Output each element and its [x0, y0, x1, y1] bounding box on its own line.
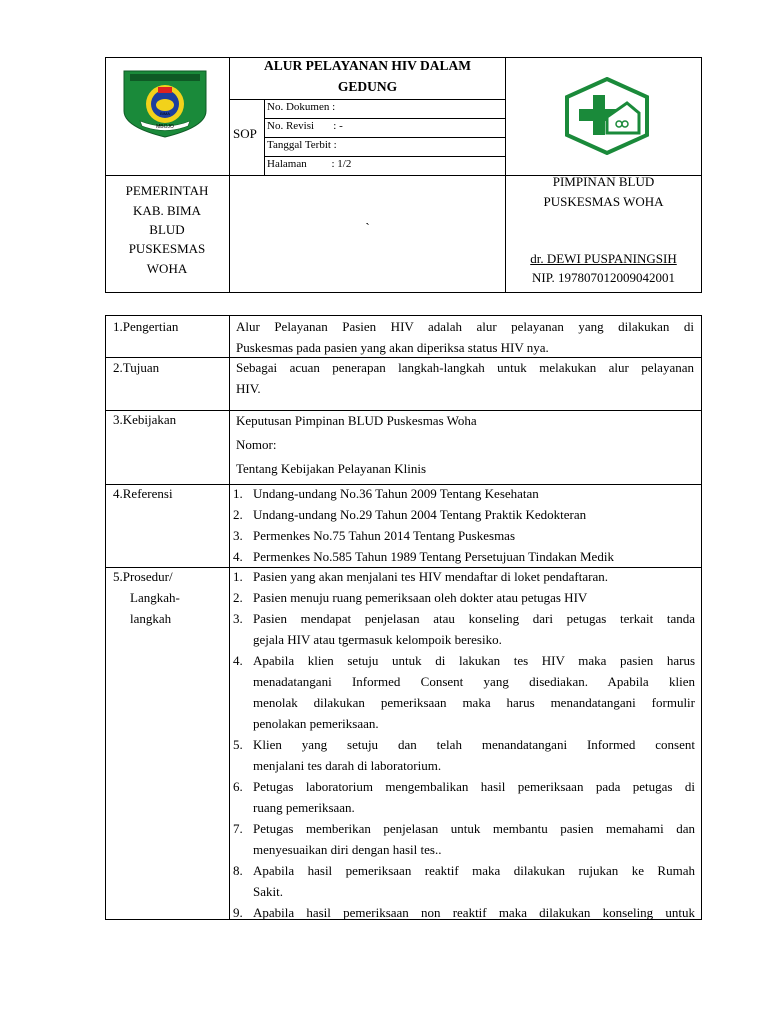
list-number: [233, 839, 253, 860]
row-label-referensi: 4.Referensi: [113, 486, 173, 501]
sop-content-table: [105, 315, 702, 920]
list-number: [233, 692, 253, 713]
list-text: gejala HIV atau tgermasuk kelompoik beresiko.: [253, 632, 502, 647]
text-line: Sebagai acuan penerapan langkah-langkah untuk melakukan alur pelayanan: [236, 360, 694, 375]
list-number: [233, 713, 253, 734]
procedure-step: [233, 650, 695, 671]
list-item: [233, 483, 695, 504]
label-line: Langkah-: [130, 590, 180, 605]
procedure-step-continuation: [233, 629, 695, 650]
list-number: 3.: [233, 528, 243, 543]
list-number: [233, 881, 253, 902]
text-line: HIV.: [236, 381, 261, 396]
list-number: 7.: [233, 821, 243, 836]
list-number: [233, 671, 253, 692]
procedure-step: [233, 818, 695, 839]
row-content-referensi: [233, 483, 695, 567]
list-text: Apabila hasil pemeriksaan reaktif maka dilakukan rujukan ke Rumah: [253, 863, 695, 878]
label-line: langkah: [130, 611, 172, 626]
document-title-line2: GEDUNG: [337, 79, 398, 94]
text-line: Alur Pelayanan Pasien HIV adalah alur pelayanan yang dilakukan di: [236, 319, 694, 334]
text-line: Keputusan Pimpinan BLUD Puskesmas Woha: [236, 413, 477, 428]
org-line-5: WOHA: [146, 261, 188, 276]
org-line-2: KAB. BIMA: [133, 203, 201, 218]
document-title-line1: ALUR PELAYANAN HIV DALAM: [264, 58, 471, 73]
list-text: Klien yang setuju dan telah menandatangani Informed consent: [253, 737, 695, 752]
list-number: 1.: [233, 486, 243, 501]
text-line: Nomor:: [236, 437, 277, 452]
procedure-step: [233, 734, 695, 755]
leader-title-1: PIMPINAN BLUD: [552, 174, 655, 189]
list-text: Undang-undang No.29 Tahun 2004 Tentang Praktik Kedokteran: [253, 507, 587, 522]
procedure-step: [233, 860, 695, 881]
org-line-4: PUSKESMAS: [128, 241, 206, 256]
row-label-kebijakan: 3.Kebijakan: [113, 412, 177, 427]
procedure-step-continuation: [233, 881, 695, 902]
leader-name: dr. DEWI PUSPANINGSIH: [530, 251, 677, 266]
issue-date-field: Tanggal Terbit :: [267, 139, 337, 151]
list-number: 3.: [233, 611, 243, 626]
procedure-step-continuation: [233, 671, 695, 692]
list-number: 2.: [233, 590, 243, 605]
label-line: 5.Prosedur/: [113, 569, 173, 584]
list-number: 4.: [233, 549, 243, 564]
leader-title-2: PUSKESMAS WOHA: [543, 194, 664, 209]
list-text: Sakit.: [253, 884, 283, 899]
list-text: ruang pemeriksaan.: [253, 800, 355, 815]
list-number: [233, 755, 253, 776]
puskesmas-logo: [563, 77, 651, 155]
leader-nip: NIP. 197807012009042001: [531, 270, 675, 285]
sop-label: SOP: [233, 126, 257, 141]
list-text: Pasien yang akan menjalani tes HIV mendaftar di loket pendaftaran.: [253, 569, 608, 584]
row-label-prosedur: [113, 566, 180, 629]
procedure-step-continuation: [233, 713, 695, 734]
row-content-pengertian: [236, 316, 694, 358]
list-text: Pasien menuju ruang pemeriksaan oleh dokter atau petugas HIV: [253, 590, 588, 605]
org-line-3: BLUD: [149, 222, 185, 237]
page-field: Halaman : 1/2: [267, 158, 352, 170]
procedure-step: [233, 587, 695, 608]
regency-logo: [120, 69, 210, 139]
doc-number-field: No. Dokumen :: [267, 101, 336, 113]
row-content-kebijakan: [236, 409, 694, 481]
text-line: Puskesmas pada pasien yang akan diperiksa status HIV nya.: [236, 340, 549, 355]
procedure-step: [233, 776, 695, 797]
procedure-step-continuation: [233, 797, 695, 818]
list-text: Undang-undang No.36 Tahun 2009 Tentang Kesehatan: [253, 486, 539, 501]
org-line-1: PEMERINTAH: [125, 183, 209, 198]
list-text: Petugas laboratorium mengembalikan hasil pemeriksaan pada petugas di: [253, 779, 695, 794]
procedure-step-continuation: [233, 692, 695, 713]
list-item: [233, 525, 695, 546]
list-item: [233, 504, 695, 525]
list-text: Permenkes No.585 Tahun 1989 Tentang Persetujuan Tindakan Medik: [253, 549, 614, 564]
procedure-step: [233, 566, 695, 587]
list-item: [233, 546, 695, 567]
list-number: 5.: [233, 737, 243, 752]
list-text: menjalani tes darah di laboratorium.: [253, 758, 442, 773]
svg-text:BIMA: BIMA: [160, 111, 170, 116]
row-label-tujuan: 2.Tujuan: [113, 360, 160, 375]
list-number: [233, 797, 253, 818]
revision-field: No. Revisi : -: [267, 120, 343, 132]
header-table: [105, 57, 702, 293]
list-text: Permenkes No.75 Tahun 2014 Tentang Puskesmas: [253, 528, 516, 543]
procedure-step-continuation: [233, 839, 695, 860]
row-content-prosedur: [233, 566, 695, 923]
list-number: [233, 629, 253, 650]
list-number: 1.: [233, 569, 243, 584]
list-text: menolak dilakukan pemeriksaan maka harus menandatangani formulir: [253, 695, 695, 710]
list-text: penolakan pemeriksaan.: [253, 716, 379, 731]
list-number: 6.: [233, 779, 243, 794]
list-number: 2.: [233, 507, 243, 522]
list-number: 9.: [233, 905, 243, 920]
row-content-tujuan: [236, 357, 694, 399]
list-number: 4.: [233, 653, 243, 668]
text-line: Tentang Kebijakan Pelayanan Klinis: [236, 461, 427, 476]
middle-mark: `: [365, 220, 370, 235]
list-number: 8.: [233, 863, 243, 878]
list-text: menadatangani Informed Consent yang disediakan. Apabila klien: [253, 674, 695, 689]
list-text: menyesuaikan diri dengan hasil tes..: [253, 842, 442, 857]
list-text: Apabila hasil pemeriksaan non reaktif maka dilakukan konseling untuk: [253, 905, 695, 920]
list-text: Petugas memberikan penjelasan untuk membantu pasien memahami dan: [253, 821, 695, 836]
procedure-step: [233, 902, 695, 923]
svg-text:MBOJO: MBOJO: [156, 124, 174, 130]
procedure-step-continuation: [233, 755, 695, 776]
list-text: Apabila klien setuju untuk di lakukan tes HIV maka pasien harus: [253, 653, 695, 668]
row-label-pengertian: 1.Pengertian: [113, 319, 179, 334]
list-text: Pasien mendapat penjelasan atau konseling dari petugas terkait tanda: [253, 611, 695, 626]
procedure-step: [233, 608, 695, 629]
